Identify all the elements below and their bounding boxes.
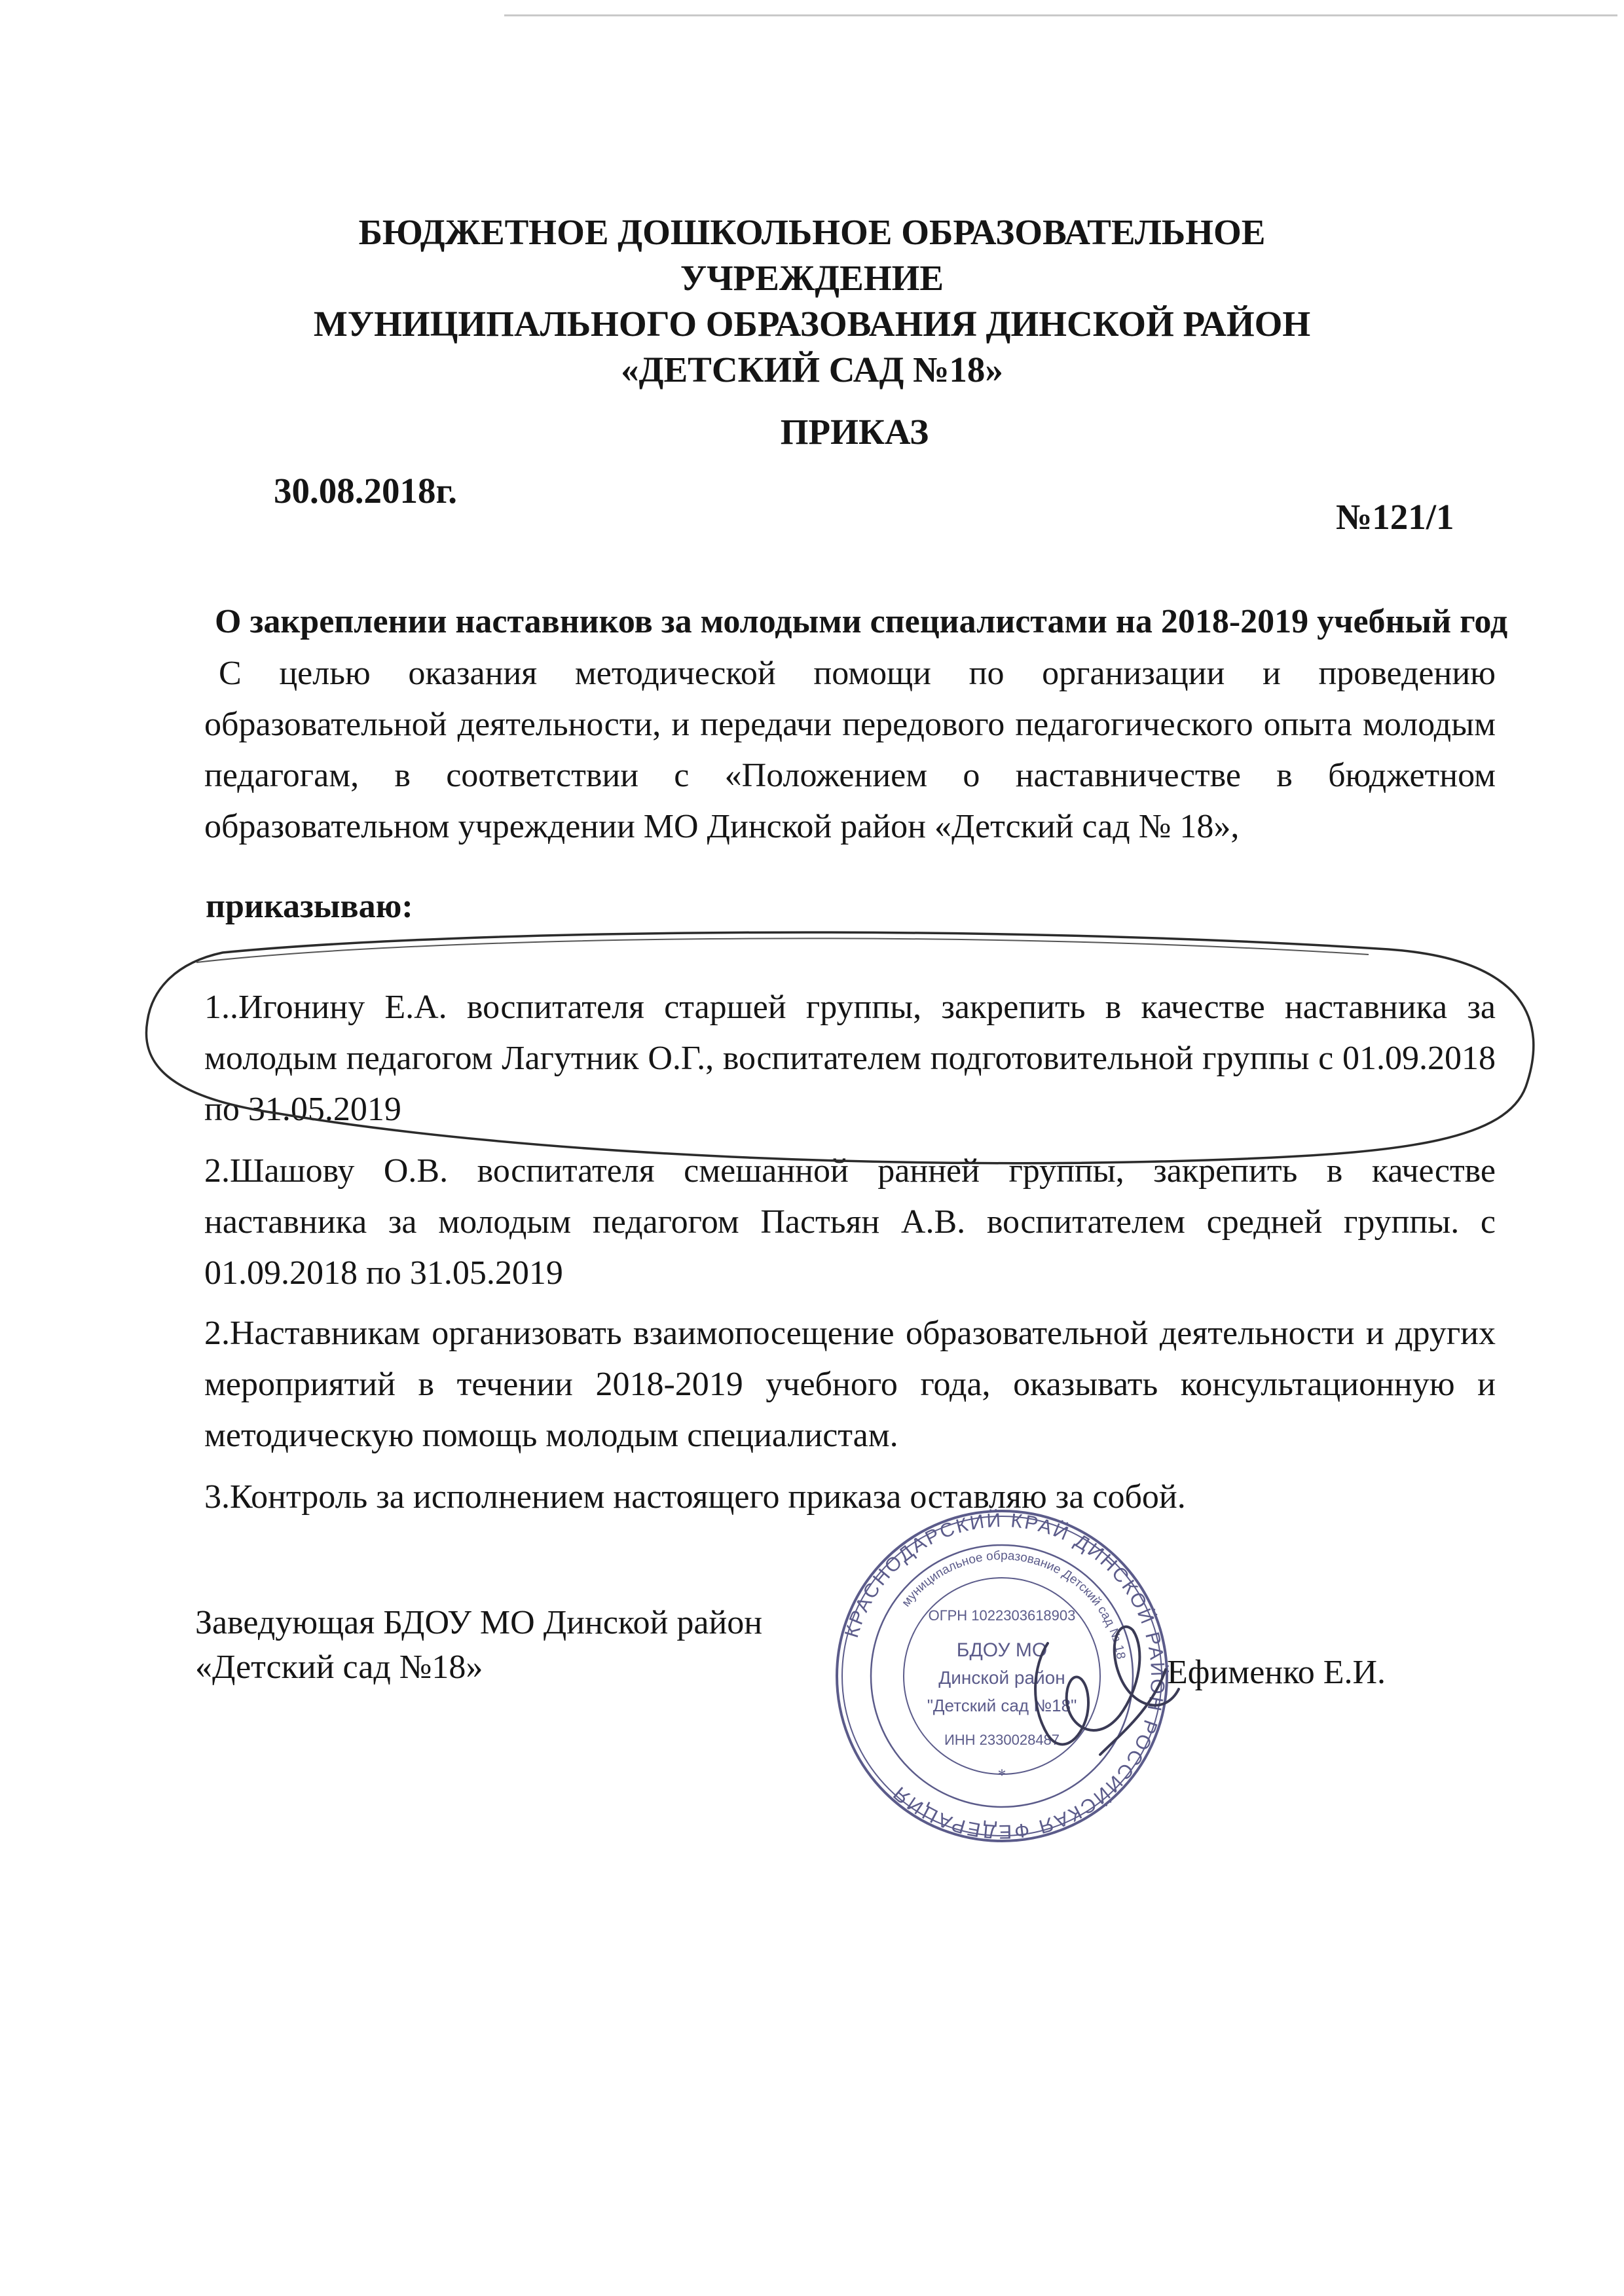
scan-edge-line bbox=[504, 14, 1617, 16]
seal-center-line-3: "Детский сад №18" bbox=[927, 1696, 1077, 1715]
order-item-text: 3.Контроль за исполнением настоящего приказа оставляю за собой. bbox=[204, 1478, 1186, 1516]
seal-inn: ИНН 2330028487 bbox=[944, 1732, 1060, 1748]
order-number: №121/1 bbox=[1336, 497, 1454, 537]
order-item-text: 2.Шашову О.В. воспитателя смешанной ранней группы, закрепить в качестве наставника за молодым педагогом Пастьян А.В. воспитателем средней группы. с 01.09.2018 по 31.05.2019 bbox=[204, 1152, 1496, 1292]
order-item-3 bbox=[204, 1308, 1496, 1461]
position-line-1: Заведующая БДОУ МО Динской район bbox=[195, 1604, 763, 1641]
order-item-1 bbox=[204, 982, 1496, 1135]
intro-text: С целью оказания методической помощи по организации и проведению образовательной деятельности, и передачи передового педагогического опыта молодым педагогам, в соответствии с «Положением о наставничестве в бюджетном образовательном учреждении МО Динской район «Детский сад № 18», bbox=[204, 655, 1496, 845]
header-line-2: МУНИЦИПАЛЬНОГО ОБРАЗОВАНИЯ ДИНСКОЙ РАЙОН bbox=[313, 304, 1311, 344]
header-line-1: БЮДЖЕТНОЕ ДОШКОЛЬНОЕ ОБРАЗОВАТЕЛЬНОЕ УЧРЕЖДЕНИЕ bbox=[358, 212, 1266, 298]
order-item-text: 1..Игонину Е.А. воспитателя старшей группы, закрепить в качестве наставника за молодым педагогом Лагутник О.Г., воспитателем подготовительной группы с 01.09.2018 по 31.05.2019 bbox=[204, 989, 1496, 1128]
order-date: 30.08.2018г. bbox=[274, 471, 458, 511]
seal-inner-ring-text: муниципальное образование Детский сад № 18 bbox=[899, 1548, 1128, 1660]
position-line-2: «Детский сад №18» bbox=[195, 1649, 483, 1686]
signature-position bbox=[195, 1601, 762, 1690]
seal-ogrn: ОГРН 1022303618903 bbox=[928, 1607, 1076, 1624]
seal-center-line-1: БДОУ МО bbox=[956, 1639, 1048, 1661]
seal-center-line-2: Динской район bbox=[938, 1667, 1065, 1688]
intro-paragraph bbox=[204, 648, 1496, 852]
seal-outer-text: КРАСНОДАРСКИЙ КРАЙ ДИНСКОЙ РАЙОН РОССИЙСКАЯ ФЕДЕРАЦИЯ bbox=[841, 1509, 1169, 1843]
order-title: ПРИКАЗ bbox=[780, 412, 929, 452]
order-subject: О закреплении наставников за молодыми специалистами на 2018-2019 учебный год bbox=[215, 603, 1508, 640]
handwritten-signature bbox=[1008, 1604, 1205, 1774]
signatory-name: Ефименко Е.И. bbox=[1167, 1654, 1386, 1691]
header-line-3: «ДЕТСКИЙ САД №18» bbox=[621, 350, 1003, 390]
order-item-2 bbox=[204, 1146, 1496, 1299]
seal-star-icon: * bbox=[997, 1766, 1006, 1785]
decree-word: приказываю: bbox=[206, 888, 413, 925]
institution-header bbox=[249, 210, 1375, 393]
order-item-text: 2.Наставникам организовать взаимопосещение образовательной деятельности и других мероприятий в течении 2018-2019 учебного года, оказывать консультационную и методическую помощь молодым специалистам. bbox=[204, 1315, 1496, 1454]
